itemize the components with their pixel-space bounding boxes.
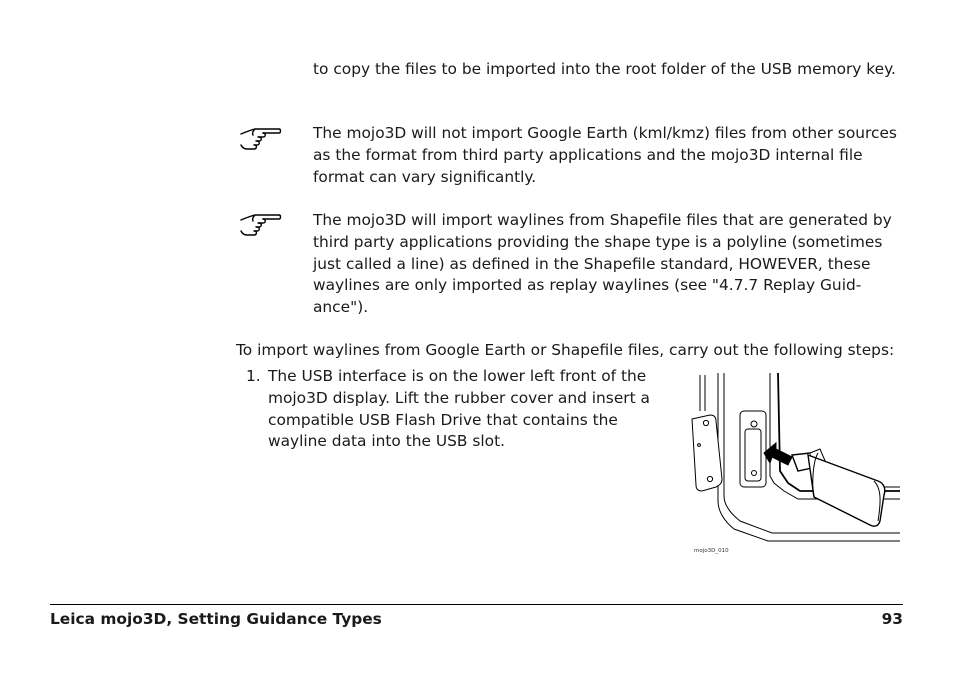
figure-caption: mojo3D_010: [694, 548, 729, 554]
step-1-number: 1.: [246, 367, 261, 385]
continuation-paragraph: to copy the files to be imported into the root folder of the USB memory key.: [313, 60, 896, 78]
note-2-text: The mojo3D will import waylines from Shapefile files that are generated by third party applications providing the shape type is a polyline (sometimes just called a line) as defined in the Shapefile standard, HOWEVER, these waylines are only imported as replay waylines (see "4.7.7 Replay Guid-ance").: [313, 211, 892, 317]
pointing-hand-icon: [238, 126, 282, 152]
step-1-text: The USB interface is on the lower left front of the mojo3D display. Lift the rubber cover and insert a compatible USB Flash Drive that contains the wayline data into the USB slot.: [268, 367, 650, 451]
footer-divider: [50, 604, 903, 605]
footer-title: Leica mojo3D, Setting Guidance Types: [50, 610, 382, 628]
page-number: 93: [881, 610, 903, 628]
steps-intro: To import waylines from Google Earth or Shapefile files, carry out the following steps:: [236, 341, 895, 359]
note-1-text: The mojo3D will not import Google Earth (kml/kmz) files from other sources as the format from third party applications and the mojo3D internal file format can vary significantly.: [313, 124, 897, 186]
usb-insertion-figure: [688, 371, 902, 559]
pointing-hand-icon: [238, 212, 282, 238]
